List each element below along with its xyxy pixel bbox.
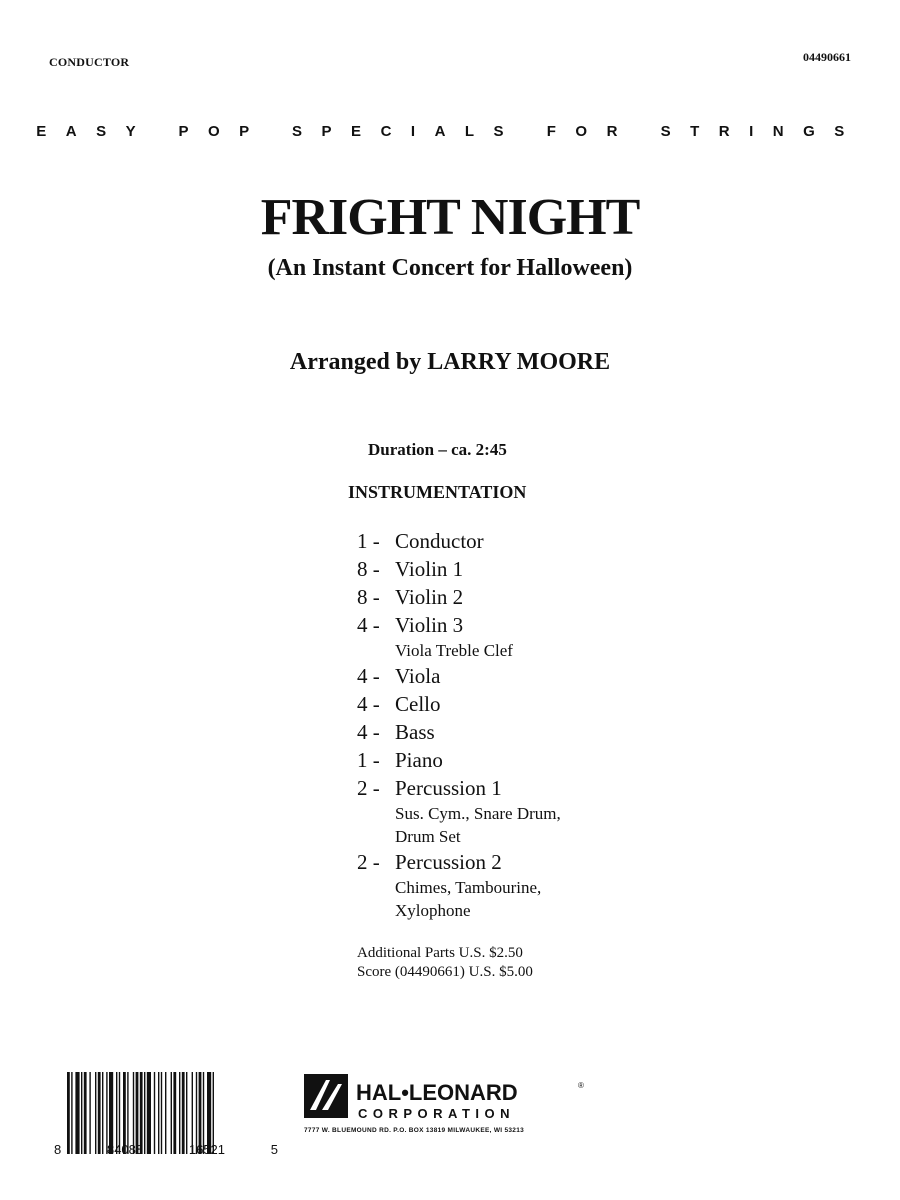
- instrument-quantity: 2 -: [357, 776, 380, 800]
- instrument-quantity: 8 -: [357, 557, 380, 581]
- instrument-quantity: 1 -: [357, 529, 380, 553]
- registered-mark: ®: [578, 1081, 584, 1090]
- instrument-name: Piano: [395, 748, 443, 772]
- instrument-item: [357, 583, 677, 611]
- arranger-credit: Arranged by LARRY MOORE: [289, 349, 611, 375]
- instrument-name: Viola: [395, 664, 441, 688]
- header-catalog-number: 04490661: [803, 50, 851, 64]
- score-price: Score (04490661) U.S. $5.00: [357, 964, 533, 980]
- instrument-quantity: 8 -: [357, 585, 380, 609]
- barcode-digit-group: 84088: [106, 1142, 144, 1157]
- instrument-detail: Xylophone: [395, 901, 471, 920]
- instrument-item: [357, 690, 677, 718]
- instrument-item: [357, 746, 677, 774]
- instrumentation-list: [357, 527, 677, 922]
- instrument-quantity: 4 -: [357, 664, 380, 688]
- page-title: FRIGHT NIGHT: [260, 189, 640, 246]
- publisher-address: 7777 W. BLUEMOUND RD. P.O. BOX 13819 MILWAUKEE, WI 53213: [304, 1127, 525, 1134]
- logo-name-line2: CORPORATION: [358, 1106, 516, 1121]
- instrument-item: [357, 662, 677, 690]
- instrument-item: [357, 718, 677, 746]
- price-block: [357, 944, 533, 982]
- instrument-quantity: 1 -: [357, 748, 380, 772]
- instrument-quantity: 2 -: [357, 850, 380, 874]
- instrument-quantity: 4 -: [357, 613, 380, 637]
- instrument-name: Violin 3: [395, 613, 464, 637]
- instrumentation-heading: INSTRUMENTATION: [348, 482, 527, 502]
- instrument-item: [357, 774, 677, 848]
- barcode-digit-group: 8: [54, 1142, 62, 1157]
- instrument-detail: Chimes, Tambourine,: [395, 878, 542, 897]
- duration-text: Duration – ca. 2:45: [368, 440, 507, 459]
- instrument-quantity: 4 -: [357, 720, 380, 744]
- instrument-name: Percussion 1: [395, 776, 502, 800]
- barcode-digits: [54, 1142, 278, 1157]
- instrument-item: [357, 848, 677, 922]
- header-part-label: CONDUCTOR: [49, 55, 130, 69]
- logo-name-line1: HAL•LEONARD: [356, 1080, 518, 1105]
- instrument-name: Violin 1: [395, 557, 464, 581]
- instrument-name: Violin 2: [395, 585, 464, 609]
- instrument-name: Cello: [395, 692, 441, 716]
- instrument-item: [357, 527, 677, 555]
- additional-parts-price: Additional Parts U.S. $2.50: [357, 945, 523, 961]
- instrument-name: Conductor: [395, 529, 484, 553]
- barcode-digit-group: 16521: [188, 1142, 226, 1157]
- instrument-item: [357, 611, 677, 662]
- barcode-digit-group: 5: [270, 1142, 278, 1157]
- instrument-name: Percussion 2: [395, 850, 502, 874]
- instrument-item: [357, 555, 677, 583]
- series-title: EASY POP SPECIALS FOR STRINGS: [36, 123, 864, 140]
- hal-leonard-logo: [304, 1074, 584, 1126]
- instrument-quantity: 4 -: [357, 692, 380, 716]
- instrument-detail: Viola Treble Clef: [395, 641, 513, 660]
- instrument-detail: Drum Set: [395, 827, 461, 846]
- instrument-detail: Sus. Cym., Snare Drum,: [395, 804, 561, 823]
- page-subtitle: (An Instant Concert for Halloween): [267, 255, 633, 281]
- instrument-name: Bass: [395, 720, 435, 744]
